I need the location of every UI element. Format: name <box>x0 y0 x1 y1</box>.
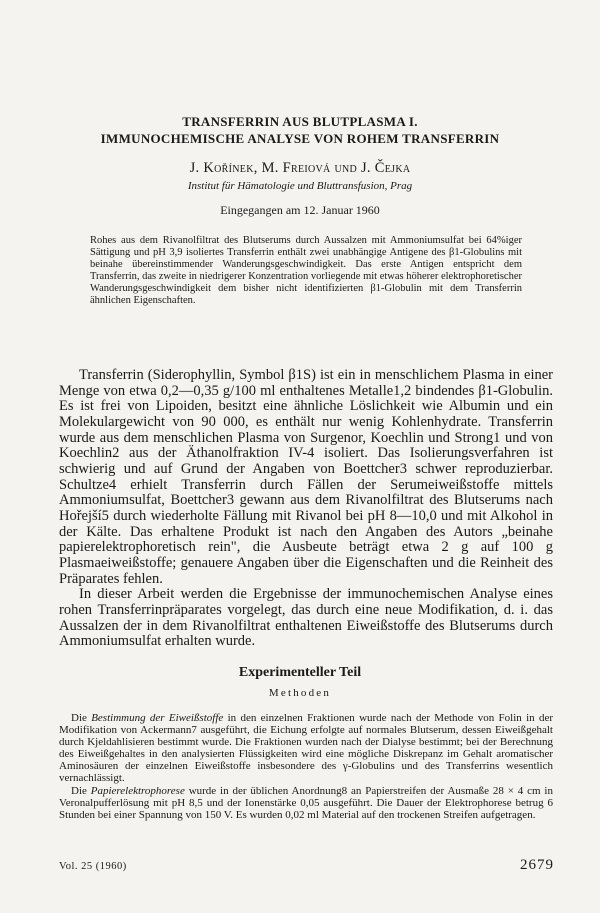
author-list: J. Kořínek, M. Freiová und J. Čejka <box>189 160 411 176</box>
article-title-line-2: IMMUNOCHEMISCHE ANALYSE VON ROHEM TRANSFERRIN <box>100 131 500 146</box>
methods-paragraph-2-rest: wurde in der üblichen Anordnung8 an Papierstreifen der Ausmaße 28 × 4 cm in Veronalpufferlösung mit pH 8,5 und der Ionenstärke 0,05 ausgeführt. Die Dauer der Elektrophorese betrug 6 Stunden bei einer Spannung von 150 V. Es wurden 0,02 ml Material auf den trockenen Streifen aufgetragen. <box>59 784 553 821</box>
subsection-heading: Methoden <box>268 687 332 699</box>
body-text <box>59 368 553 650</box>
page-number: 2679 <box>520 857 554 873</box>
methods-paragraph-1-rest: in den einzelnen Fraktionen wurde nach der Methode von Folin in der Modifikation von Ackermann7 ausgeführt, die Eichung erfolgte auf normales Blutserum, dessen Eiweißgehalt durch Kjeldahlisieren bestimmt wurde. Die Fraktionen wurden nach der Dialyse bestimmt; bei der Berechnung des Eiweißgehaltes in den analysierten Flüssigkeiten wird eine mögliche Diskrepanz im Gehalt aromatischer Aminosäuren der einzelnen Eiweißstoffe insbesondere des γ-Globulins und des Transferrins wesentlich vernachlässigt. <box>59 712 553 785</box>
methods-paragraph-1 <box>59 712 553 785</box>
abstract-paragraph: Rohes aus dem Rivanolfiltrat des Blutserums durch Aussalzen mit Ammoniumsulfat bei 64%iger Sättigung und pH 3,9 isoliertes Transferrin enthält zwei unabhängige Antigene des β1-Globulins mit beinahe übereinstimmender Wanderungsgeschwindigkeit. Das erste Antigen entspricht dem Transferrin, das zweite in niedrigerer Konzentration vorliegende mit etwas höherer elektrophoretischer Wanderungsgeschwindigkeit dem bisher nicht identifizierten β1-Globulin mit dem Transferrin ähnlichen Eigenschaften. <box>90 235 522 307</box>
received-date: Eingegangen am 12. Januar 1960 <box>220 203 380 217</box>
methods-paragraph-1-emphasis: Bestimmung der Eiweißstoffe <box>91 712 224 724</box>
methods-paragraph-2-emphasis: Papierelektrophorese <box>90 784 185 797</box>
section-heading: Experimenteller Teil <box>238 665 362 680</box>
methods-text <box>59 712 553 821</box>
body-paragraph-2: In dieser Arbeit werden die Ergebnisse der immunochemischen Analyse eines rohen Transferrinpräparates vorgelegt, das durch eine neue Modifikation, d. i. das Aussalzen der in dem Rivanolfiltrat enthaltenen Eiweißstoffe des Blutserums durch Ammoniumsulfat erhalten wurde. <box>59 586 553 650</box>
article-title-line-1: TRANSFERRIN AUS BLUTPLASMA I. <box>182 114 418 129</box>
body-paragraph-1: Transferrin (Siderophyllin, Symbol β1S) ist ein in menschlichem Plasma in einer Menge von etwa 0,2—0,35 g/100 ml enthaltenes Metalle1,2 bindendes β1-Globulin. Es ist frei von Lipoiden, besitzt eine ähnliche Löslichkeit wie Albumin und ein Molekulargewicht von 90 000, es enthält nur wenig Kohlenhydrate. Transferrin wurde aus dem menschlichen Plasma von Surgenor, Koechlin und Strong1 und von Koechlin2 aus der Äthanolfraktion IV-4 isoliert. Das Isolierungsverfahren ist schwierig und auf Grund der Angaben von Boettcher3 schwer reproduzierbar. Schultze4 erhielt Transferrin durch Fällen der Serumeiweißstoffe mittels Ammoniumsulfat, Boettcher3 gewann aus dem Rivanolfiltrat des Blutserums nach Hořejší5 durch wiederholte Fällung mit Rivanol bei pH 8—10,0 und mit Alkohol in der Kälte. Das erhaltene Produkt ist nach den Angaben des Autors „beinahe papierelektrophoretisch rein", die Ausbeute beträgt etwa 2 g auf 100 g Plasmaeiweißstoffe; genauere Angaben über die Eigenschaften und die Reinheit des Präparates fehlen. <box>59 367 553 587</box>
methods-paragraph-2-lead: Die <box>71 784 91 797</box>
journal-volume: Vol. 25 (1960) <box>59 861 127 872</box>
methods-paragraph-2 <box>59 785 553 821</box>
methods-paragraph-1-lead: Die <box>71 712 92 724</box>
institute-affiliation: Institut für Hämatologie und Bluttransfusion, Prag <box>187 180 413 192</box>
